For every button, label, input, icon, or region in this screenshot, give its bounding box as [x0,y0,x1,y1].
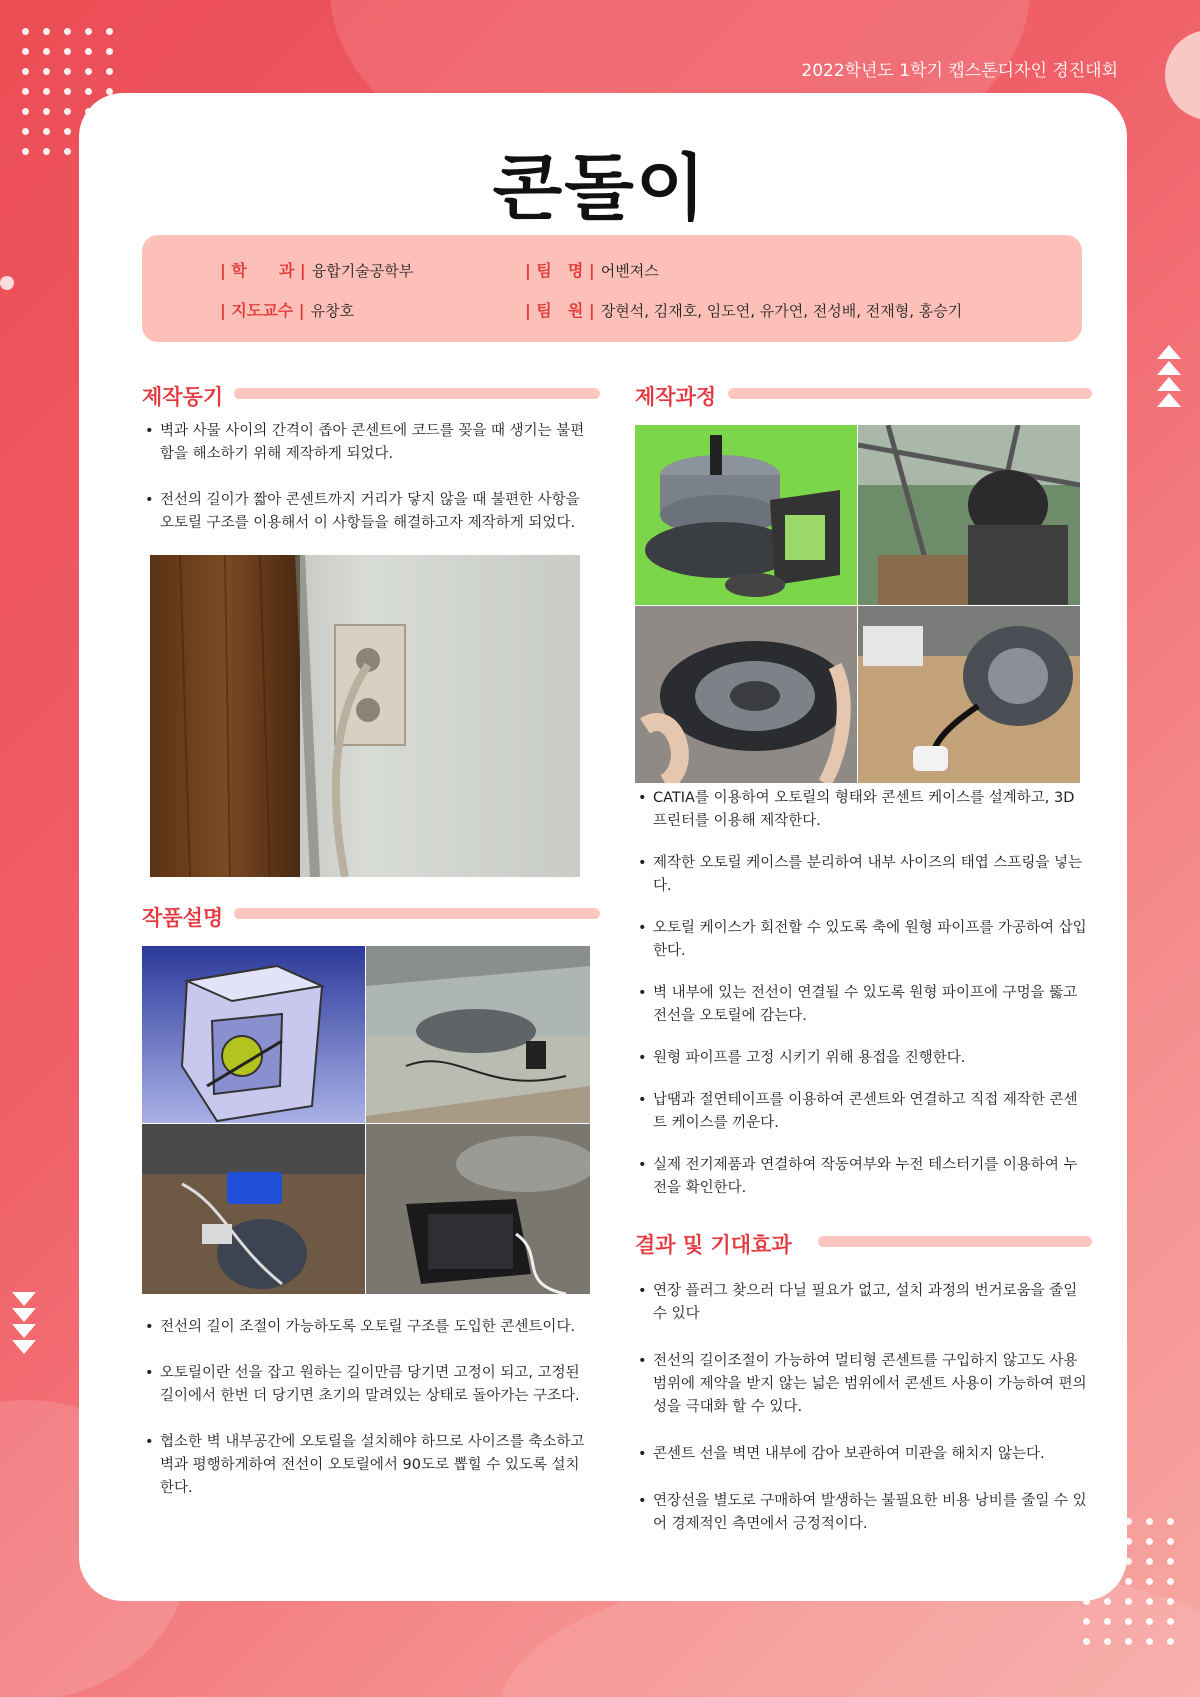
prototype-phone-photo [366,946,590,1123]
page-title: 콘돌이 [492,146,708,230]
motivation-title: 제작동기 [142,385,224,409]
reel-parts-photo [635,425,857,605]
dot [43,88,50,95]
list-item: • 전선의 길이 조절이 가능하도록 오토릴 구조를 도입한 콘센트이다. [145,1316,595,1339]
dot [1146,1578,1153,1585]
dot [1146,1618,1153,1625]
department-value: 융합기술공학부 [311,262,414,280]
dot [85,88,92,95]
dot [22,68,29,75]
results-title-bar [818,1236,1092,1247]
dot [1125,1598,1132,1605]
list-item: • 전선의 길이조절이 가능하여 멀티형 콘센트를 구입하지 않고도 사용 범위에 제약을 받지 않는 넓은 범위에서 콘센트 사용이 가능하여 편의성을 극대화 할 수 있다. [638,1350,1088,1419]
list-item: • 연장 플러그 찾으러 다닐 필요가 없고, 설치 과정의 번거로움을 줄일 수 있다 [638,1280,1088,1326]
advisor-row [220,298,354,321]
spring-assembly-photo [635,606,857,783]
dot [22,108,29,115]
dot [1125,1578,1132,1585]
list-item: • 오토릴 케이스가 회전할 수 있도록 축에 원형 파이프를 가공하여 삽입한다. [638,917,1088,963]
dot [1083,1638,1090,1645]
dot [106,68,113,75]
phone-on-reel-photo [366,1124,590,1294]
list-item: • 오토릴이란 선을 잡고 원하는 길이만큼 당기면 고정이 되고, 고정된 길이에서 한번 더 당기면 초기의 말려있는 상태로 돌아가는 구조다. [145,1362,595,1408]
members-label: | 팀 원 | [525,301,595,320]
event-title: 2022학년도 1학기 캡스톤디자인 경진대회 [801,61,1118,81]
phone-charging-photo [142,1124,365,1294]
dot [64,88,71,95]
bg-dot-left [0,276,14,290]
dot [43,68,50,75]
dot [1104,1638,1111,1645]
process-list [638,787,1088,1200]
list-item: • 콘센트 선을 벽면 내부에 감아 보관하여 미관을 해치지 않는다. [638,1443,1088,1466]
dot [85,28,92,35]
welding-photo [858,425,1080,605]
dot [1104,1618,1111,1625]
description-list [145,1316,595,1500]
bg-blob-top-right [1165,30,1200,120]
dot [1104,1598,1111,1605]
dot [43,48,50,55]
dot [1167,1618,1174,1625]
dot [22,28,29,35]
dot [22,48,29,55]
motivation-list [145,420,595,535]
dot [1125,1638,1132,1645]
dot [1146,1558,1153,1565]
advisor-value: 유창호 [310,302,355,320]
dot [1167,1578,1174,1585]
wall-outlet-photo [150,555,580,877]
department-label: | 학 과 | [220,261,306,280]
dot [1167,1558,1174,1565]
list-item: • CATIA를 이용하여 오토릴의 형태와 콘센트 케이스를 설계하고, 3D프린터를 이용해 제작한다. [638,787,1088,833]
description-title-bar [234,908,600,919]
list-item: • 제작한 오토릴 케이스를 분리하여 내부 사이즈의 태엽 스프링을 넣는다. [638,852,1088,898]
dot [64,68,71,75]
team-info-box [142,235,1082,342]
members-value: 장현석, 김재호, 임도연, 유가연, 전성배, 전재형, 홍승기 [600,302,963,320]
dot [1167,1638,1174,1645]
triangles-up-icon [1157,345,1181,407]
motivation-title-bar [234,388,600,399]
dot [1146,1518,1153,1525]
results-title: 결과 및 기대효과 [635,1233,792,1257]
list-item: • 연장선을 별도로 구매하여 발생하는 불필요한 비용 낭비를 줄일 수 있어 경제적인 측면에서 긍정적이다. [638,1490,1088,1536]
dot [43,108,50,115]
triangles-down-icon [12,1292,36,1354]
dot [1167,1538,1174,1545]
process-title-bar [728,388,1092,399]
dot [1125,1618,1132,1625]
members-row [525,298,962,321]
dot [64,108,71,115]
dot [1146,1538,1153,1545]
department-row [220,258,413,281]
team-name-label: | 팀 명 | [525,261,595,280]
catia-model-image [142,946,365,1123]
list-item: • 원형 파이프를 고정 시키기 위해 용접을 진행한다. [638,1047,1088,1070]
advisor-label: | 지도교수 | [220,301,305,320]
description-title: 작품설명 [142,906,224,930]
dot [64,28,71,35]
dot [85,68,92,75]
dot [43,28,50,35]
list-item: • 전선의 길이가 짧아 콘센트까지 거리가 닿지 않을 때 불편한 사항을 오토릴 구조를 이용해서 이 사항들을 해결하고자 제작하게 되었다. [145,489,595,535]
list-item: • 실제 전기제품과 연결하여 작동여부와 누전 테스터기를 이용하여 누전을 확인한다. [638,1154,1088,1200]
dot [85,48,92,55]
dot [1083,1618,1090,1625]
team-name-value: 어벤져스 [600,262,659,280]
list-item: • 벽 내부에 있는 전선이 연결될 수 있도록 원형 파이프에 구멍을 뚫고 전선을 오토릴에 감는다. [638,982,1088,1028]
list-item: • 납땜과 절연테이프를 이용하여 콘센트와 연결하고 직접 제작한 콘센트 케이스를 끼운다. [638,1089,1088,1135]
dot [22,88,29,95]
dot [1167,1598,1174,1605]
list-item: • 벽과 사물 사이의 간격이 좁아 콘센트에 코드를 꽂을 때 생기는 불편함을 해소하기 위해 제작하게 되었다. [145,420,595,466]
reel-with-outlet-photo [858,606,1080,783]
dot [1146,1598,1153,1605]
list-item: • 협소한 벽 내부공간에 오토릴을 설치해야 하므로 사이즈를 축소하고 벽과 평행하게하여 전선이 오토릴에서 90도로 뽑힐 수 있도록 설치 한다. [145,1431,595,1500]
dot [106,28,113,35]
dot [64,48,71,55]
dot [1146,1638,1153,1645]
process-title: 제작과정 [635,385,717,409]
dot [106,48,113,55]
team-name-row [525,258,659,281]
results-list [638,1280,1088,1536]
dot [1167,1518,1174,1525]
